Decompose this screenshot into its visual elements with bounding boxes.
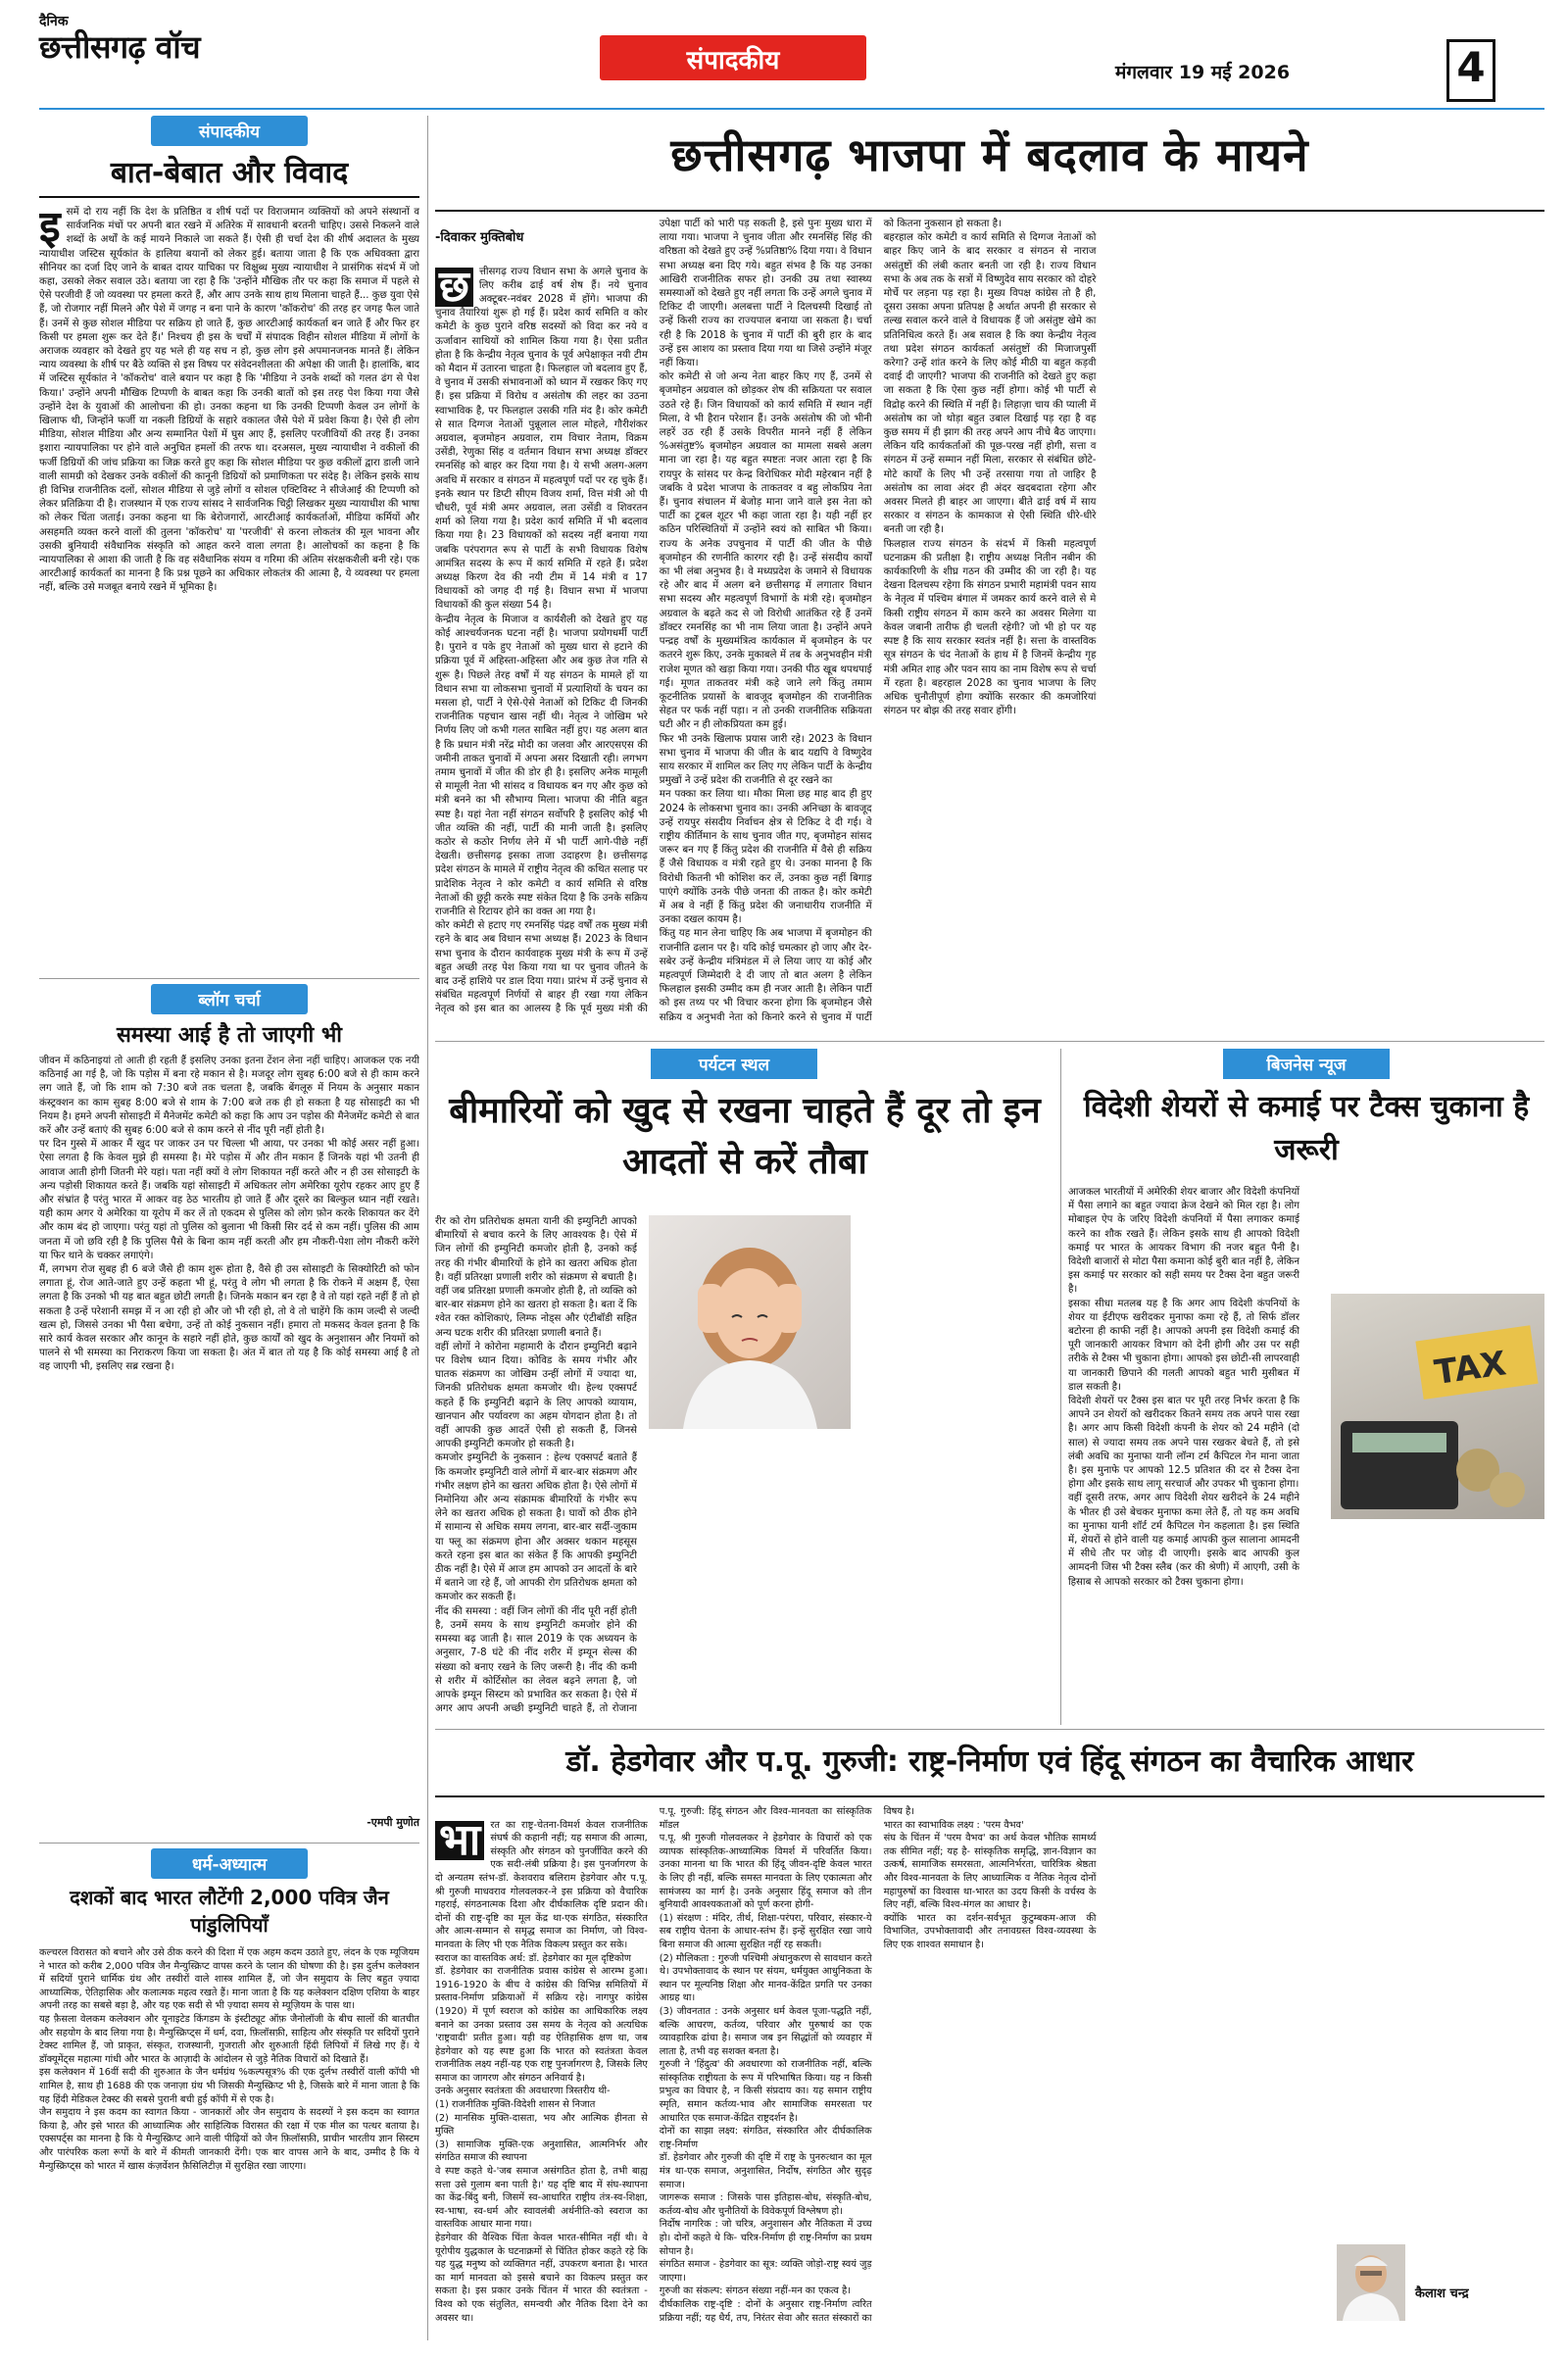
main-text: त्तीसगढ़ राज्य विधान सभा के अगले चुनाव के लिए करीब ढाई वर्ष शेष हैं। नये चुनाव अक्टूबर-नवंबर 2028 में होंगे। भाजपा की चुनाव तैयारियां शुरू हो गई हैं। प्रदेश कार्य समिति व कोर कमेटी के कुछ पुराने वरिष्ठ सदस्यों को विदा कर नये व ऊर्जावान साथियों को शामिल किया गया है। ऐसा प्रतीत होता है कि केन्द्रीय नेतृत्व चुनाव के पूर्व अपेक्षाकृत नयी टीम को मैदान में उतारना चाहता है। फिलहाल जो बदलाव हुए हैं, वे चुनाव में उसकी संभावनाओं को ध्यान में रखकर किए गए हैं। इस प्रक्रिया में विरोध व असंतोष की लहर का उठना स्वाभाविक है, पर फिलहाल उसकी गति मंद है। कोर कमेटी से सात दिग्गज नेताओं पुन्नूलाल लाल मोहले, गौरीशंकर अग्रवाल, बृजमोहन अग्रवाल, राम विचार नेताम, विक्रम उसेंडी, रेणुका सिंह व वर्तमान विधान सभा अध्यक्ष डॉक्टर रमनसिंह को बाहर कर दिया गया है। ये सभी अलग-अलग अवधि में सरकार व संगठन में महत्वपूर्ण पदों पर रह चुके हैं। इनके स्थान पर डिप्टी सीएम विजय शर्मा, वित्त मंत्री ओ पी चौधरी, पूर्व मंत्री अमर अग्रवाल, लता उसेंडी व शिवरतन शर्मा को लिया गया है। प्रदेश कार्य समिति में भी बदलाव किया गया है। 23 विधायकों को सदस्य नहीं बनाया गया जबकि परंपरागत रूप से पार्टी के सभी विधायक विशेष आमंत्रित सदस्य के रूप में कार्य समिति में रहते हैं। प्रदेश अध्यक्ष किरण देव की नयी टीम में 14 मंत्री व 17 विधायकों को जगह दी गई है। विधान सभा में भाजपा विधायकों की कुल संख्या 54 है। केन्द्रीय नेतृत्व के मिजाज व कार्यशैली को देखते हुए यह कोई आश्चर्यजनक घटना नहीं है। भाजपा प्रयोगधर्मी पार्टी है। पुराने व पके हुए नेताओं को मुख्य धारा से हटाने की प्रक्रिया पूर्व में अहिस्ता-अहिस्ता और अब कुछ तेज गति से शुरू है। पिछले तेरह वर्षों में यह संगठन के मामले हों या विधान सभा या लोकसभा चुनावों में प्रत्याशियों के चयन का मसला हो, पार्टी ने ऐसे-ऐसे नेताओं को टिकिट दी जिनकी राजनीतिक पहचान खास नहीं थी। नेतृत्व ने जोखिम भरे निर्णय लिए जो कभी गलत साबित नहीं हुए। यह अलग बात है कि प्रधान मंत्री नरेंद्र मोदी का जलवा और आरएसएस की जमीनी ताकत चुनावों में अपना असर दिखाती रही। लगभग तमाम चुनावों में जीत की डोर ही है। इसलिए अनेक मामूली से मामूली नेता भी सांसद व विधायक बन गए और कुछ को मंत्री बनने का भी सौभाग्य मिला। भाजपा की नीति बहुत स्पष्ट है। यहां नेता नहीं संगठन सर्वोपरि है इसलिए कोई भी जीत व्यक्ति की नहीं, पार्टी की मानी जाती है। इसलिए कठोर से कठोर निर्णय लेने में भी पार्टी आगे-पीछे नहीं देखती। छत्तीसगढ़ इसका ताजा उदाहरण है। छत्तीसगढ़ प्रदेश संगठन के मामले में राष्ट्रीय नेतृत्व की कथित सलाह पर प्रादेशिक नेतृत्व ने कोर कमेटी व कार्य समिति से वरिष्ठ नेताओं की छुट्टी करके स्पष्ट संकेत दिया है कि उनके सक्रिय राजनीति से रिटायर होने का वक्त आ गया है। कोर कमेटी से हटाए गए रमनसिंह पंद्रह वर्षों तक मुख्य मंत्री रहने के बाद अब विधान सभा अध्यक्ष हैं। 2023 के विधान सभा चुनाव के दौरान कार्यवाहक मुख्य मंत्री के रूप में उन्हें बहुत अच्छी तरह पेश किया गया था पर चुनाव जीतने के बाद उन्हें हाशिये पर डाल दिया गया। प्रारंभ में उन्हें चुनाव से संबंधित महत्वपूर्ण निर्णयों से बाहर ही रखा गया लेकिन नेतृत्व को इस बात का आलस्य है कि पूर्व मुख्य मंत्री की उपेक्षा पार्टी को भारी पड़ सकती है, इसे पुनः मुख्य धारा में लाया गया। भाजपा ने चुनाव जीता और रमनसिंह सिंह की वरिष्ठता को देखते हुए उन्हें %प्रतिष्ठा% दिया गया। वे विधान सभा अध्यक्ष बना दिए गये। बहुत संभव है कि यह उनका आखिरी राजनीतिक सफर हो। उनकी उम्र तथा स्वास्थ्य समस्याओं को देखते हुए नहीं लगता कि उन्हें अगले चुनाव में टिकिट दी जाएगी। अलबत्ता पार्टी ने दिलचस्पी दिखाई तो उन्हें किसी राज्य का राज्यपाल बनाया जा सकता है। चर्चा रही है कि 2018 के चुनाव में पार्टी की बुरी हार के बाद उन्हें इस आशय का प्रस्ताव दिया गया था जिसे उन्होंने मंजूर नहीं किया। कोर कमेटी से जो अन्य नेता बाहर किए गए हैं, उनमें से बृजमोहन अग्रवाल को छोड़कर शेष की सक्रियता पर सवाल उठते रहे हैं। जिन विधायकों को कार्य समिति में स्थान नहीं मिला, वे भी हैरान परेशान हैं। उनके असंतोष की जो भीनी लहरें उठ रही हैं उसके विपरीत मानने नहीं हैं लेकिन %असंतुष्ट% बृजमोहन अग्रवाल का मामला सबसे अलग माना जा रहा है। यह बहुत स्पष्टतः नजर आता रहा है कि रायपुर के सांसद पर केन्द्र विरोधिकर मोदी महेरबान नहीं है जबकि वे प्रदेश भाजपा के ताकतवर व बहु लोकप्रिय नेता हैं। चुनाव संचालन में बेजोड़ माना जाने वाले इस नेता को पार्टी का ट्रबल शूटर भी कहा जाता रहा है। यही नहीं हर कठिन परिस्थितियों में उन्होंने स्वयं को साबित भी किया। राज्य के अनेक उपचुनाव में पार्टी की जीत के पीछे बृजमोहन की रणनीति कारगर रही है। उन्हें संसदीय कार्यों का भी लंबा अनुभव है। वे मध्यप्रदेश के जमाने से विधायक रहे और बाद में अलग बने छत्तीसगढ़ में लगातार विधान सभा सदस्य और महत्वपूर्ण विभागों के मंत्री रहे। बृजमोहन अग्रवाल के बढ़ते कद से जो विरोधी आतंकित रहे हैं उनमें डॉक्टर रमनसिंह का भी नाम लिया जाता है। उन्होंने अपने पन्द्रह वर्षों के मुख्यमंत्रित्व कार्यकाल में बृजमोहन के पर कतरने शुरू किए, उनके मुकाबले में तब के अनुभवहीन मंत्री राजेश मूणत को खड़ा किया गया। उनकी पीठ खूब थपथपाई गई। मूणत ताकतवर मंत्री कहे जाने लगे किंतु तमाम कूटनीतिक प्रयासों के बावजूद बृजमोहन की राजनीतिक सेहत पर फर्क नहीं पड़ा। न तो उनकी राजनीतिक सक्रियता घटी और न ही लोकप्रियता कम हुई। फिर भी उनके खिलाफ प्रयास जारी रहे। 2023 के विधान सभा चुनाव में भाजपा की जीत के बाद यद्यपि वे विष्णुदेव साय सरकार में शामिल कर लिए गए लेकिन पार्टी के केन्द्रीय प्रमुखों ने उन्हें प्रदेश की राजनीति से दूर रखने का मन पक्का कर लिया था। मौका मिला छह माह बाद ही हुए 2024 के लोकसभा चुनाव का। उनकी अनिच्छा के बावजूद उन्हें रायपुर संसदीय निर्वाचन क्षेत्र से टिकिट दे दी गई। वे राष्ट्रीय कीर्तिमान के साथ चुनाव जीत गए, बृजमोहन सांसद जरूर बन गए हैं किंतु प्रदेश की राजनीति में वैसे ही सक्रिय हैं जैसे विधायक व मंत्री रहते हुए थे। उनका मानना है कि विरोधी कितनी भी कोशिश कर लें, उनका कुछ नहीं बिगाड़ पाएंगे क्योंकि उनके पीछे जनता की ताकत है। कोर कमेटी में अब वे नहीं हैं किंतु प्रदेश की जनाधारीय राजनीति में उनका दखल कायम है। किंतु यह मान लेना चाहिए कि अब भाजपा में बृजमोहन की राजनीति ढलान पर है। यदि कोई चमत्कार हो जाए और देर-सबेर उन्हें केन्द्रीय मंत्रिमंडल में ले लिया जाए या कोई और महत्वपूर्ण जिम्मेदारी दे दी जाए तो बात अलग है लेकिन फिलहाल इसकी उम्मीद कम ही नजर आती है। लेकिन पार्टी को इस तथ्य पर भी विचार करना होगा कि बृजमोहन जैसे सक्रिय व अनुभवी नेता को किनारे करने से चुनाव में पार्टी को कितना नुकसान हो सकता है। बहरहाल कोर कमेटी व कार्य समिति से दिग्गज नेताओं को बाहर किए जाने के बाद सरकार व संगठन से नाराज असंतुष्टों की लंबी कतार बनती जा रही है। राज्य विधान सभा के अब तक के सत्रों में विष्णुदेव साय सरकार को दोहरे मोर्चे पर लड़ना पड़ रहा है। मुख्य विपक्ष कांग्रेस तो है ही, दूसरा उसका अपना प्रतिपक्ष है अर्थात अपनी ही सरकार से तल्ख सवाल करने वाले वे विधायक हैं जो असंतुष्ट खेमे का प्रतिनिधित्व करते हैं। अब सवाल है कि क्या केन्द्रीय नेतृत्व तथा प्रदेश संगठन कार्यकर्ता असंतुष्टों की मिजाजपुर्सी करेगा? उन्हें शांत करने के लिए कोई मीठी या बहुत कड़वी दवाई दी जाएगी? भाजपा की राजनीति को देखते हुए कहा जा सकता है कि ऐसा कुछ नहीं होगा। कोई भी पार्टी से विद्रोह करने की स्थिति में नहीं है। लिहाज़ा चाय की प्याली में असंतोष का जो थोड़ा बहुत उबाल दिखाई पड़ रहा है वह कुछ समय में ही झाग की तरह अपने आप नीचे बैठ जाएगा। लेकिन यदि कार्यकर्ताओं की पूछ-परख नहीं होगी, सत्ता व संगठन में उन्हें सम्मान नहीं मिला, सरकार से संबंधित छोटे-मोटे कार्यों के लिए भी उन्हें तरसाया गया तो जाहिर है असंतोष का लावा अंदर ही अंदर खदबदाता रहेगा और अवसर मिलते ही बाहर आ जाएगा। बीते ढाई वर्ष में साय सरकार व संगठन के कामकाज से ऐसी स्थिति धीरे-धीरे बनती जा रही है। फिलहाल राज्य संगठन के संदर्भ में किसी महत्वपूर्ण घटनाक्रम की प्रतीक्षा है। राष्ट्रीय अध्यक्ष नितीन नबीन की कार्यकारिणी के शीघ्र गठन की उम्मीद की जा रही है। यह देखना दिलचस्प रहेगा कि संगठन प्रभारी महामंत्री पवन साय के नेतृत्व में पश्चिम बंगाल में जमकर कार्य करने वाले से मे किसी राष्ट्रीय संगठन में काम करने का अवसर मिलेगा या केवल जबानी तारीफ ही चलती रहेगी? जो भी हो पर यह स्पष्ट है कि साय सरकार स्वतंत्र नहीं है। सत्ता के वास्तविक सूत्र संगठन के चंद नेताओं के हाथ में है जिनमें केन्द्रीय गृह मंत्री अमित शाह और पवन साय का नाम विशेष रूप से चर्चा में रहता है। बहरहाल 2028 का चुनाव भाजपा के लिए अधिक चुनौतीपूर्ण होगा क्योंकि सरकार की कमजोरियां संगठन पर बोझ की तरह सवार होंगी।: [435, 219, 1097, 1023]
main-dropcap: छ: [435, 268, 473, 307]
bottom-author: कैलाश चन्द्र: [1415, 2286, 1469, 2301]
blog-author: -एमपी मुणोत: [367, 1816, 419, 1829]
left-sep-1: [39, 978, 419, 979]
business-body: आजकल भारतीयों में अमेरिकी शेयर बाजार और विदेशी कंपनियों में पैसा लगाने का बहुत ज्यादा क्रेज देखने को मिल रहा है। लोग मोबाइल ऐप के जरिए विदेशी कंपनियों में पैसा लगाकर कमाई करने का शौक रखते हैं। लेकिन इसके साथ ही आपको विदेशी कमाई पर भारत के आयकर विभाग की नजर बहुत पैनी है। विदेशी बाजारों से मोटा पैसा कमाना कोई बुरी बात नहीं है, लेकिन इस कमाई पर सरकार को सही समय पर टैक्स देना बहुत जरूरी है। इसका सीधा मतलब यह है कि अगर आप विदेशी कंपनियों के शेयर या ईटीएफ खरीदकर मुनाफा कमा रहे हैं, तो सिर्फ डॉलर बटोरना ही काफी नहीं है। आपको अपनी इस विदेशी कमाई की पूरी जानकारी आयकर विभाग को देनी होगी और उस पर सही तरीके से टैक्स भी चुकाना होगा। आपको इस छोटी-सी लापरवाही या जानकारी छिपाने की गलती आपको बहुत भारी मुसीबत में डाल सकती है। विदेशी शेयरों पर टैक्स इस बात पर पूरी तरह निर्भर करता है कि आपने उन शेयरों को खरीदकर कितने समय तक अपने पास रखा है। अगर आप किसी विदेशी कंपनी के शेयर को 24 महीने (दो साल) से ज्यादा समय तक अपने पास रखकर बेचते हैं, तो इसे लंबी अवधि का मुनाफा यानी लॉन्ग टर्म कैपिटल गेन माना जाता है। इस मुनाफे पर आपको 12.5 प्रतिशत की दर से टैक्स देना होगा और इसके साथ लागू सरचार्ज और उपकर भी चुकाना होगा। वहीं दूसरी तरफ, अगर आप विदेशी शेयर खरीदने के 24 महीने के भीतर ही उसे बेचकर मुनाफा कमा लेते हैं, तो यह कम अवधि का मुनाफा यानी शॉर्ट टर्म कैपिटल गेन कहलाता है। इस स्थिति में, शेयरों से होने वाली यह कमाई आपकी कुल सालाना आमदनी में सीधे तौर पर जोड़ दी जाएगी। इसके बाद आपकी कुल आमदनी जिस भी टैक्स स्लैब (कर की श्रेणी) में आएगी, उसी के हिसाब से आपको सरकार को टैक्स चुकाना होगा।: [1068, 1187, 1299, 1588]
blog-title: समस्या आई है तो जाएगी भी: [117, 1023, 342, 1048]
main-title: छत्तीसगढ़ भाजपा में बदलाव के मायने: [670, 128, 1309, 181]
tourism-text: रीर को रोग प्रतिरोधक क्षमता यानी की इम्युनिटी आपको बीमारियों से बचाव करने के लिए आवश्यक है। ऐसे में जिन लोगों की इम्युनिटी कमजोर होती है, उनको कई तरह की गंभीर बीमारियों के होने का खतरा अधिक होता है। वहीं प्रतिरक्षा प्रणाली शरीर को संक्रमण से बचाती है। वहीं जब प्रतिरक्षा प्रणाली कमजोर होती है, तो व्यक्ति को बार-बार संक्रमण होने का खतरा हो सकता है। बता दें कि श्वेत रक्त कोशिकाएं, लिम्फ नोड्स और एंटीबॉडी सहित अन्य घटक शरीर की प्रतिरक्षा प्रणाली बनाते हैं। वहीं लोगों ने कोरोना महामारी के दौरान इम्युनिटी बढ़ाने पर विशेष ध्यान दिया। कोविड के समय गंभीर और घातक संक्रमण का जोखिम उन्हीं लोगों में ज्यादा था, जिनकी प्रतिरोधक क्षमता कमजोर थी। हेल्थ एक्सपर्ट कहते हैं कि इम्युनिटी बढ़ाने के लिए आपको व्यायाम, खानपान और पर्यावरण का अहम योगदान होता है। तो वहीं आपकी कुछ आदतें ऐसी हो सकती हैं, जिनसे आपकी इम्युनिटी कमजोर हो सकती है। कमजोर इम्युनिटी के नुकसान : हेल्थ एक्सपर्ट बताते हैं कि कमजोर इम्युनिटी वाले लोगों में बार-बार संक्रमण और गंभीर लक्षण होने का खतरा अधिक होता है। ऐसे लोगों में निमोनिया और अन्य संक्रामक बीमारियों के गंभीर रूप लेने का खतरा अधिक हो सकता है। घावों को ठीक होने में सामान्य से अधिक समय लगना, बार-बार सर्दी-जुकाम या फ्लू का संक्रमण होना और अक्सर थकान महसूस करते रहना इस बात का संकेत हैं कि आपकी इम्युनिटी ठीक नहीं है। ऐसे में आज हम आपको उन आदतों के बारे में बताने जा रहे हैं, जो आपकी रोग प्रतिरोधक क्षमता को कमजोर कर सकती हैं। नींद की समस्या : वहीं जिन लोगों की नींद पूरी नहीं होती है, उनमें समय के साथ इम्युनिटी कमजोर होने की समस्या बढ़ जाती है। साल 2019 के एक अध्ययन के अनुसार, 7-8 घंटे की नींद शरीर में इम्यून सेल्स की संख्या को बनाए रखने के लिए जरूरी है। नींद की कमी से शरीर में कोर्टिसोल का लेवल बढ़ने लगता है, जो आपके इम्यून सिस्टम को प्रभावित कर सकता है। ऐसे में अगर आप अपनी अच्छी इम्युनिटी चाहते हैं, तो रोजाना: [435, 1216, 637, 1715]
title-rule: [39, 196, 419, 198]
main-byline: -दिवाकर मुक्तिबोध: [435, 230, 524, 246]
bottom-title-rule: [435, 1795, 1544, 1797]
dharm-tag: धर्म-अध्यात्म: [151, 1848, 308, 1879]
main-body: [435, 218, 1544, 1027]
business-article: [1068, 1049, 1544, 1725]
issue-date: मंगलवार 19 मई 2026: [1115, 62, 1291, 83]
masthead: [0, 0, 1568, 118]
blog-body: जीवन में कठिनाइयां तो आती ही रहती हैं इसलिए उनका इतना टेंशन लेना नहीं चाहिए। आजकल एक नयी कठिनाई आ गई है, जो कि पड़ोस में बना रहे मकान से है। मजदूर लोग सुबह 6:00 बजे से ही काम करने लग जाते हैं, जो कि शाम को 7:30 बजे तक चलता है, जबकि बेंगलूरु में नियम के अनुसार मकान कंस्ट्रक्शन का काम सुबह 8:00 बजे से शाम के 7:00 बजे तक ही हो सकता है यह सोसाइटी का भी नियम है। हमने अपनी सोसाइटी में मैनेजमेंट कमेटी को कहा कि आप उन पड़ोस की मैनेजमेंट कमेटी से बात करें और उन्हें बताएं की सुबह 6:00 बजे से काम करने से नींद पूरी नहीं होती है। पर दिन गुस्से में आकर मैं खुद पर जाकर उन पर चिल्ला भी आया, पर उनका भी कोई असर नहीं हुआ। ऐसा लगता है कि केवल मुझे ही समस्या है। मेरे पड़ोस में और तीन मकान हैं जिनके यहां भी उतनी ही आवाज आती होगी जितनी मेरे यहां। पता नहीं क्यों वे लोग शिकायत नहीं करते और न ही उस सोसाइटी के अन्य पड़ोसी शिकायत करते हैं। जबकि यहां सोसाइटी में अधिकतर लोग अमेरिका यूरोप रहकर आए हुए हैं और संभ्रांत है परंतु भारत में आकर वह ठेठ भारतीय हो जाते हैं और दूसरे का बिल्कुल ध्यान नहीं रखते। यही काम अगर ये अमेरिका या यूरोप में कर लें तो एकदम से पुलिस को लोग फ़ोन करके शिकायत कर देंगे और काम बंद हो जाएगा। परंतु यहां तो पुलिस को बुलाना भी किसी सिर दर्द से कम नहीं। पुलिस की आम जनता में जो छवि रही है कि पुलिस पैसे के बिना काम नहीं करती और हम नौकरी-पेशा लोग नौकरी करेंगे या फिर थाने के चक्कर लगाएंगे। मैं, लगभग रोज सुबह ही 6 बजे जैसे ही काम शुरू होता है, वैसे ही उस सोसाइटी के सिक्योरिटी को फोन लगाता हूं, रोज आते-जाते हुए उन्हें कहता भी हूं, परंतु वे लोग भी लगता है कि रोकने में अक्षम हैं, ऐसा लगता है कि उनको भी यह बात बहुत छोटी लगती है। जिनके मकान बन रहा है वे तो यहां रहते नहीं हैं तो हो सकता है उन्हें परेशानी समझ में न आ रही हो और जो भी रही हो, तो वे तो चाहेंगे कि काम जल्दी से जल्दी खत्म हो, जिससे उनका भी पैसा बचेगा, उन्हें तो कोई नुकसान नहीं। हमारा तो मकसद केवल इतना है कि सारे कार्य केवल सरकार और कानून के सहारे नहीं होते, कुछ कार्यों को खुद के अनुशासन और नियमों को पालने से भी समस्या का निराकरण किया जा सकता है। अंत में बात तो यह है कि कोई समस्या आई है तो वह जाएगी भी, इसलिए सब्र रखना है।: [39, 1056, 419, 1373]
main-title-rule: [435, 210, 1544, 212]
author-portrait-icon: [1337, 2244, 1405, 2321]
bottom-article: [435, 1735, 1544, 2342]
business-title: विदेशी शेयरों से कमाई पर टैक्स चुकाना है जरूरी: [1083, 1090, 1530, 1167]
left-blog: [39, 984, 419, 1839]
bottom-text: रत का राष्ट्र-चेतना-विमर्श केवल राजनीतिक संघर्ष की कहानी नहीं; यह समाज की आत्मा, संस्कृति और संगठन को पुनर्जीवित करने की एक सदी-लंबी प्रक्रिया है। इस पुनर्जागरण के दो अन्यतम स्तंभ-डॉ. केशवराव बलिराम हेडगेवार और प.पू. श्री गुरुजी माधवराव गोलवलकर-ने इस प्रक्रिया को वैचारिक गहराई, संगठनात्मक दिशा और दीर्घकालिक दृष्टि प्रदान की। दोनों की राष्ट्र-दृष्टि का मूल केंद्र था-एक संगठित, संस्कारित और आत्म-सम्मान से समृद्ध समाज का निर्माण, जो विश्व-मानवता के लिए भी एक नैतिक विकल्प प्रस्तुत कर सके। स्वराज का वास्तविक अर्थ: डॉ. हेडगेवार का मूल दृष्टिकोण डॉ. हेडगेवार का राजनीतिक प्रवास कांग्रेस से आरम्भ हुआ। 1916-1920 के बीच वे कांग्रेस की विभिन्न समितियों में प्रस्ताव-निर्माण प्रक्रियाओं में सक्रिय रहे। नागपुर कांग्रेस (1920) में पूर्ण स्वराज को कांग्रेस का आधिकारिक लक्ष्य बनाने का उनका प्रस्ताव उस समय के नेतृत्व को अत्यधिक 'राष्ट्रवादी' प्रतीत हुआ। यही वह ऐतिहासिक क्षण था, जब हेडगेवार को यह स्पष्ट हुआ कि भारत को स्वतंत्रता केवल राजनीतिक लक्ष्य नहीं-यह एक राष्ट्र पुनर्जागरण है, जिसके लिए समाज का जागरण और संगठन अनिवार्य है। उनके अनुसार स्वतंत्रता की अवधारणा त्रिस्तरीय थी- (1) राजनीतिक मुक्ति-विदेशी शासन से निजात (2) मानसिक मुक्ति-दासता, भय और आत्मिक हीनता से मुक्ति (3) सामाजिक मुक्ति-एक अनुशासित, आत्मनिर्भर और संगठित समाज की स्थापना वे स्पष्ट कहते थे-'जब समाज असंगठित होता है, तभी बाह्य सत्ता उसे गुलाम बना पाती है।' यह दृष्टि बाद में संघ-स्थापना का केंद्र-बिंदु बनी, जिसमें स्व-आधारित राष्ट्रीय तंत्र-स्व-शिक्षा, स्व-भाषा, स्व-धर्म और स्वावलंबी अर्थनीति-को स्वराज का वास्तविक आधार माना गया। हेडगेवार की वैश्विक चिंता केवल भारत-सीमित नहीं थी। वे यूरोपीय युद्धकाल के घटनाक्रमों से चिंतित होकर कहते रहे कि यह युद्ध मनुष्य को व्यक्तिगत नहीं, उपकरण बनाता है। भारत का मार्ग मानवता को इससे बचाने का विकल्प प्रस्तुत कर सकता है। इस प्रकार उनके चिंतन में भारत की स्वतंत्रता - विश्व को एक संतुलित, समन्वयी और नैतिक दिशा देने का अवसर था। प.पू. गुरुजी: हिंदू संगठन और विश्व-मानवता का सांस्कृतिक मॉडल प.पू. श्री गुरुजी गोलवलकर ने हेडगेवार के विचारों को एक व्यापक सांस्कृतिक-आध्यात्मिक विमर्श में परिवर्तित किया। उनका मानना था कि भारत की हिंदू जीवन-दृष्टि केवल भारत के लिए ही नहीं, बल्कि समस्त मानवता के लिए एकात्मता और सामंजस्य का मार्ग है। उनके अनुसार हिंदू समाज को तीन बुनियादी आवश्यकताओं को पूर्ण करना होगी- (1) संरक्षण : मंदिर, तीर्थ, शिक्षा-परंपरा, परिवार, संस्कार-ये सब राष्ट्रीय चेतना के आधार-स्तंभ हैं। इन्हें सुरक्षित रखा जाये बिना समाज की आत्मा सुरक्षित नहीं रह सकती। (2) मौलिकता : गुरुजी पश्चिमी अंधानुकरण से सावधान करते थे। उपभोक्तावाद के स्थान पर संयम, धर्मयुक्त आधुनिकता के स्थान पर मूल्यनिष्ठ शिक्षा और मानव-केंद्रित प्रगति पर उनका आग्रह था। (3) जीवनतात : उनके अनुसार धर्म केवल पूजा-पद्धति नहीं, बल्कि आचरण, कर्तव्य, परिवार और पुरुषार्थ का एक व्यावहारिक ढांचा है। समाज जब इन सिद्धांतों को व्यवहार में लाता है, तभी वह सशक्त बनता है। गुरुजी ने 'हिंदुत्व' की अवधारणा को राजनीतिक नहीं, बल्कि सांस्कृतिक राष्ट्रीयता के रूप में परिभाषित किया। यह न किसी प्रभुत्व का विचार है, न किसी संप्रदाय का। यह समान राष्ट्रीय स्मृति, समान कर्तव्य-भाव और सामाजिक समरसता पर आधारित एक समाज-केंद्रित राष्ट्रदर्शन है। दोनों का साझा लक्ष्य: संगठित, संस्कारित और दीर्घकालिक राष्ट्र-निर्माण डॉ. हेडगेवार और गुरुजी की दृष्टि में राष्ट्र के पुनरुत्थान का मूल मंत्र था-एक समाज, अनुशासित, निर्दोष, संगठित और सुदृढ़ समाज। जागरूक समाज : जिसके पास इतिहास-बोध, संस्कृति-बोध, कर्तव्य-बोध और चुनौतियों के विवेकपूर्ण विश्लेषण हो। निर्दोष नागरिक : जो चरित्र, अनुशासन और नैतिकता में उच्च हो। दोनों कहते थे कि- चरित्र-निर्माण ही राष्ट्र-निर्माण का प्रथम सोपान है। संगठित समाज - हेडगेवार का सूत्र: व्यक्ति जोड़ो-राष्ट्र स्वयं जुड़ जाएगा। गुरुजी का संकल्प: संगठन संख्या नहीं-मन का एकत्व है। दीर्घकालिक राष्ट्र-दृष्टि : दोनों के अनुसार राष्ट्र-निर्माण त्वरित प्रक्रिया नहीं; यह धैर्य, तप, निरंतर सेवा और सतत संस्कारों का विषय है। भारत का स्वाभाविक लक्ष्य : 'परम वैभव' संघ के चिंतन में 'परम वैभव' का अर्थ केवल भौतिक सामर्थ्य तक सीमित नहीं; यह है- सांस्कृतिक समृद्धि, ज्ञान-विज्ञान का उत्कर्ष, सामाजिक समरसता, आत्मनिर्भरता, चारित्रिक श्रेष्ठता और विश्व-मानवता के लिए आध्यात्मिक व नैतिक नेतृत्व दोनों महापुरुषों का विश्वास था-भारत का उदय किसी के वर्चस्व के लिए नहीं, बल्कि विश्व-मंगल का आधार है। क्योंकि भारत का दर्शन-सर्वभूत कुटुम्बकम-आज की विभाजित, उपभोक्तावादी और तनावग्रस्त विश्व-व्यवस्था के लिए एक शाश्वत समाधान है।: [435, 1806, 1097, 2324]
editorial-tag: संपादकीय: [151, 116, 308, 146]
brand-small: दैनिक: [39, 14, 69, 29]
tourism-tag: पर्यटन स्थल: [651, 1049, 817, 1079]
left-sep-2: [39, 1843, 419, 1844]
editorial-text: समें दो राय नहीं कि देश के प्रतिष्ठित व शीर्ष पदों पर विराजमान व्यक्तियों को अपने संस्थानों व सार्वजनिक मंचों पर अपनी बात रखने में अतिरेक में सावधानी बरतनी चाहिए। उससे निकलने वाले शब्दों के अर्थों के कई मायने निकाले जा सकते हैं। ऐसी ही चर्चा देश की शीर्ष अदालत के मुख्य न्यायाधीश जस्टिस सूर्यकांत के हालिया बयानों को लेकर हुई। बताया जाता है कि एक अधिवक्ता द्वारा सीनियर का दर्जा दिए जाने के बाबत दायर याचिका पर विक्षुब्ध मुख्य न्यायाधीश ने प्रासंगिक संदर्भ में जो कहा, उसको लेकर सवाल उठे। बताया जा रहा है कि 'उन्होंने मौखिक तौर पर कहा कि समाज में पहले से ऐसे परजीवी हैं जो व्यवस्था पर हमला करते हैं, और आप उनके साथ हाथ मिलाना चाहते हैं... कुछ युवा ऐसे हैं, जो रोजगार नहीं मिलने और पेशे में जगह न बना पाने के कारण 'कॉकरोच' की तरह हर जगह फैल जाते हैं। उनमें से कुछ सोशल मीडिया पर सक्रिय हो जाते हैं, कुछ आरटीआई कार्यकर्ता बन जाते हैं और फिर हर किसी पर हमला शुरू कर देते हैं।' निश्चय ही इस के चर्चों में संपादक विहीन सोशल मीडिया में लोगों के अराजक व्यवहार को देखते हुए यह भले ही यह सच न हो, कुछ लोग इसे अपमानजनक मानते हैं। लेकिन न्याय व्यवस्था के शीर्ष पर बैठे व्यक्ति से इस विषय पर संवेदनशीलता की अपेक्षा की जाती है। हालांकि, बाद में जस्टिस सूर्यकांत ने 'कॉकरोच' वाले बयान पर कहा है कि 'मीडिया ने उनके शब्दों को गलत ढंग से पेश किया।' उन्होंने अपनी मौखिक टिप्पणी के बाबत कहा कि उनकी बातों को इस तरह पेश किया गया जैसे उन्होंने देश के युवाओं की आलोचना की हो। उनका कहना था कि उनकी टिप्पणी केवल उन लोगों के खिलाफ थी, जिन्होंने फर्जी या नकली डिग्रियों के सहारे वकालत जैसे पेशे में प्रवेश किया है। ऐसे ही लोग मीडिया, सोशल मीडिया और अन्य सम्मानित पेशों में घुस आए हैं, इसलिए परजीवियों की तरह हैं। उनका इशारा न्यायपालिका पर होने वाले अनुचित हमलों की तरफ था। दरअसल, मुख्य न्यायाधीश ने वकीलों की फर्जी डिग्रियों की जांच प्रक्रिया का जिक्र करते हुए कहा कि सोशल मीडिया पर कुछ वकीलों द्वारा डाली जाने वाली सामग्री को देखकर उनके वकीलों की कानूनी डिग्रियों को प्रमाणिकता पर संदेह है। लेकिन इसके साथ ही विभिन्न राजनीतिक दलों, सोशल मीडिया से जुड़े लोगों व सोशल एक्टिविस्ट ने सीजेआई की टिप्पणी को लेकर प्रतिक्रिया दी है। राजस्थान में एक राज्य सांसद ने सार्वजनिक चिट्ठी लिखकर मुख्य न्यायाधीश की भाषा को लेकर चिंता जताई। उनका कहना था कि बेरोजगारों, आरटीआई कार्यकर्ताओं, मीडिया कर्मियों और असहमति व्यक्त करने वालों की तुलना 'कॉकरोच' या 'परजीवी' से करना लोकतंत्र की मूल भावना और उसकी बुनियादी संवैधानिक संस्कृति को आहत करने वाला लगता है। आलोचकों का कहना है कि न्यायपालिका से आशा की जाती है कि वह संवैधानिक संयम व गरिमा की अंतिम संरक्षकशैली बनी रहे। एक आरटीआई कार्यकर्ता का मानना है कि प्रश्न पूछने का अधिकार लोकतंत्र की आत्मा है, ये व्यवस्था पर हमला नहीं, बल्कि उसे मजबूत बनाये रखने में भूमिका है।: [39, 207, 419, 594]
page-number: 4: [1456, 43, 1486, 91]
section-title: संपादकीय: [686, 46, 780, 75]
author-photo: [1337, 2244, 1405, 2321]
main-editorial: [435, 116, 1544, 1037]
bottom-dropcap: भा: [435, 1821, 484, 1860]
editorial-dropcap: इ: [39, 206, 61, 252]
tourism-title: बीमारियों को खुद से रखना चाहते हैं दूर तो इन आदतों से करें तौबा: [449, 1091, 1041, 1182]
editorial-body: [39, 206, 419, 970]
left-editorial: [39, 116, 419, 976]
tourism-business-divider: [1060, 1049, 1061, 1725]
main-sep: [435, 1041, 1544, 1042]
tax-image-word: TAX: [1432, 1344, 1509, 1394]
tourism-body: [435, 1215, 1054, 1715]
column-divider: [427, 116, 428, 2340]
editorial-title: बात-बेबात और विवाद: [110, 156, 349, 190]
bottom-sep: [435, 1729, 1544, 1730]
business-tag: बिजनेस न्यूज: [1223, 1049, 1390, 1079]
tourism-article: [435, 1049, 1054, 1725]
blog-tag: ब्लॉग चर्चा: [151, 984, 308, 1014]
brand-name: छत्तीसगढ़ वॉच: [39, 28, 201, 66]
dharm-title: दशकों बाद भारत लौटेंगी 2,000 पवित्र जैन पांडुलिपियाँ: [70, 1886, 389, 1937]
masthead-rule: [39, 108, 1544, 110]
dharm-body: कल्चरल विरासत को बचाने और उसे ठीक करने की दिशा में एक अहम कदम उठाते हुए, लंदन के एक म्यूजियम ने भारत को करीब 2,000 पवित्र जैन मैन्युस्क्रिप्ट वापस करने के प्लान की घोषणा की है। इस दुर्लभ कलेक्शन में सदियों पुराने धार्मिक ग्रंथ और तस्वीरों वाले शास्त्र शामिल हैं, जो जैन समुदाय के लिए बहुत ज़्यादा आध्यात्मिक, ऐतिहासिक और कलात्मक महत्व रखते हैं। माना जाता है कि यह कलेक्शन दक्षिण एशिया के बाहर अपनी तरह का सबसे बड़ा है, और यह एक सदी से भी ज़्यादा समय से म्यूज़ियम के पास था। यह फ़ैसला वेलकम कलेक्शन और यूनाइटेड किंगडम के इंस्टीट्यूट ऑफ़ जैनोलॉजी के बीच सालों की बातचीत और सहयोग के बाद लिया गया है। मैन्युस्क्रिप्ट्स में धर्म, दवा, फ़िलॉसफ़ी, साहित्य और संस्कृति पर सदियों पुराने टेक्स्ट शामिल हैं, जो प्राकृत, संस्कृत, राजस्थानी, गुजराती और शुरुआती हिंदी लिपियों में लिखे गए हैं। ये डॉक्यूमेंट्स महात्मा गांधी और भारत के आज़ादी के आंदोलन से जुड़े नैतिक विचारों को दिखाते हैं। इस कलेक्शन में 16वीं सदी की शुरुआत के जैन धर्मग्रंथ %कल्पसूत्र% की एक दुर्लभ तस्वीरों वाली कॉपी भी शामिल है, साथ ही 1688 की एक जनाज़ा ग्रंथ भी जिसकी मैन्युस्क्रिप्ट भी है, जिसके बारे में माना जाता है कि यह हिंदी मेडिकल टेक्स्ट की सबसे पुरानी बची हुई कॉपी में से एक है। जैन समुदाय ने इस कदम का स्वागत किया - जानकारों और जैन समुदाय के सदस्यों ने इस कदम का स्वागत किया है, और इसे भारत की आध्यात्मिक और साहित्यिक विरासत की रक्षा में एक मील का पत्थर बताया है। एक्सपर्ट्स का मानना है कि ये मैन्युस्क्रिप्ट आने वाली पीढ़ियों को जैन फ़िलॉसफ़ी, प्राचीन भारतीय ज्ञान सिस्टम और पारंपरिक कला रूपों के बारे में कीमती जानकारी देंगी। एक बार वापस आने के बाद, उम्मीद है कि ये मैन्युस्क्रिप्ट्स को भारत में खास कंज़र्वेशन फ़ैसिलिटीज़ में सुरक्षित रखा जाएगा।: [39, 1947, 419, 2172]
left-dharm: [39, 1848, 419, 2338]
bottom-title: डॉ. हेडगेवार और प.पू. गुरुजी: राष्ट्र-निर्माण एवं हिंदू संगठन का वैचारिक आधार: [565, 1745, 1414, 1779]
